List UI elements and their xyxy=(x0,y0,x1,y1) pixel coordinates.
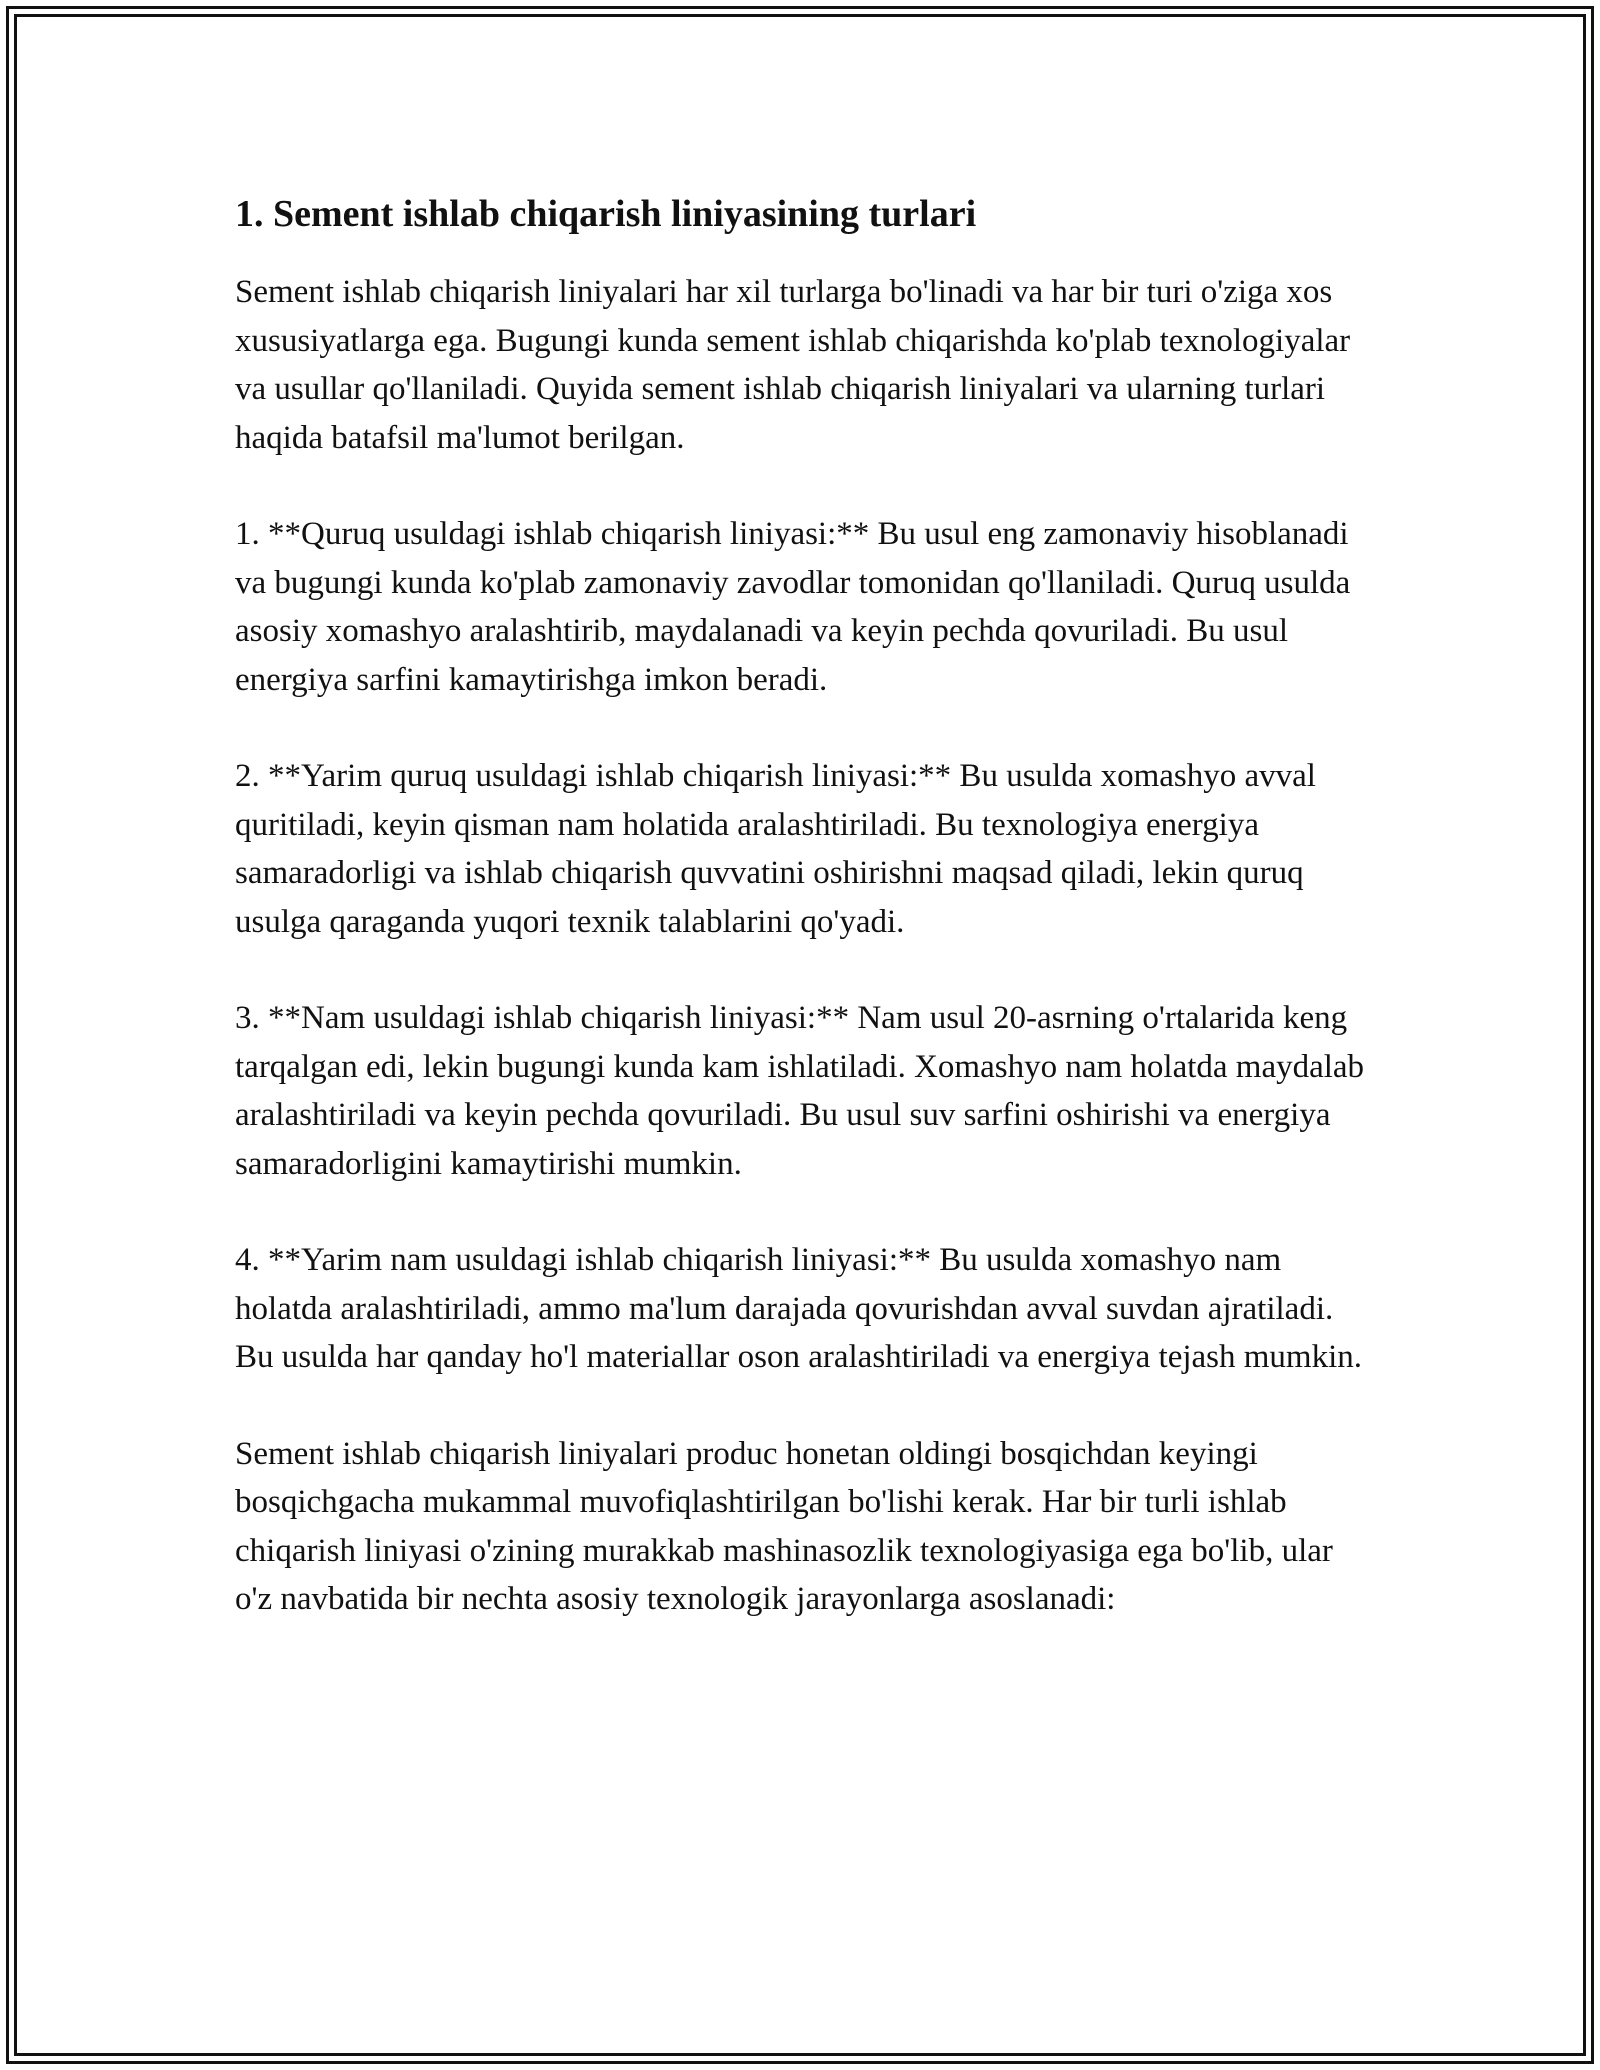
intro-paragraph: Sement ishlab chiqarish liniyalari har xil turlarga bo'linadi va har bir turi o'ziga xos xususiyatlarga ega. Bugungi kunda sement ishlab chiqarishda ko'plab texnologiyalar va usullar qo'llaniladi. Quyida sement ishlab chiqarish liniyalari va ularning turlari haqida batafsil ma'lumot berilgan. xyxy=(235,274,1351,456)
document-body xyxy=(235,188,1375,1672)
section-heading: 1. Sement ishlab chiqarish liniyasining turlari xyxy=(235,193,977,235)
paragraph-wet-method: 3. **Nam usuldagi ishlab chiqarish liniyasi:** Nam usul 20-asrning o'rtalarida keng tarqalgan edi, lekin bugungi kunda kam ishlatiladi. Xomashyo nam holatda maydalab aralashtiriladi va keyin pechda qovuriladi. Bu usul suv sarfini oshirishi va energiya samaradorligini kamaytirishi mumkin. xyxy=(235,1000,1365,1182)
paragraph-semi-wet-method: 4. **Yarim nam usuldagi ishlab chiqarish liniyasi:** Bu usulda xomashyo nam holatda aralashtiriladi, ammo ma'lum darajada qovurishdan avval suvdan ajratiladi. Bu usulda har qanday ho'l materiallar oson aralashtiriladi va energiya tejash mumkin. xyxy=(235,1242,1363,1375)
paragraph-semi-dry-method: 2. **Yarim quruq usuldagi ishlab chiqarish liniyasi:** Bu usulda xomashyo avval quritiladi, keyin qisman nam holatida aralashtiriladi. Bu texnologiya energiya samaradorligi va ishlab chiqarish quvvatini oshirishni maqsad qiladi, lekin quruq usulga qaraganda yuqori texnik talablarini qo'yadi. xyxy=(235,758,1316,940)
paragraph-dry-method: 1. **Quruq usuldagi ishlab chiqarish liniyasi:** Bu usul eng zamonaviy hisoblanadi va bugungi kunda ko'plab zamonaviy zavodlar tomonidan qo'llaniladi. Quruq usulda asosiy xomashyo aralashtirib, maydalanadi va keyin pechda qovuriladi. Bu usul energiya sarfini kamaytirishga imkon beradi. xyxy=(235,516,1351,698)
closing-paragraph: Sement ishlab chiqarish liniyalari produc honetan oldingi bosqichdan keyingi bosqichgacha mukammal muvofiqlashtirilgan bo'lishi kerak. Har bir turli ishlab chiqarish liniyasi o'zining murakkab mashinasozlik texnologiyasiga ega bo'lib, ular o'z navbatida bir nechta asosiy texnologik jarayonlarga asoslanadi: xyxy=(235,1435,1333,1617)
